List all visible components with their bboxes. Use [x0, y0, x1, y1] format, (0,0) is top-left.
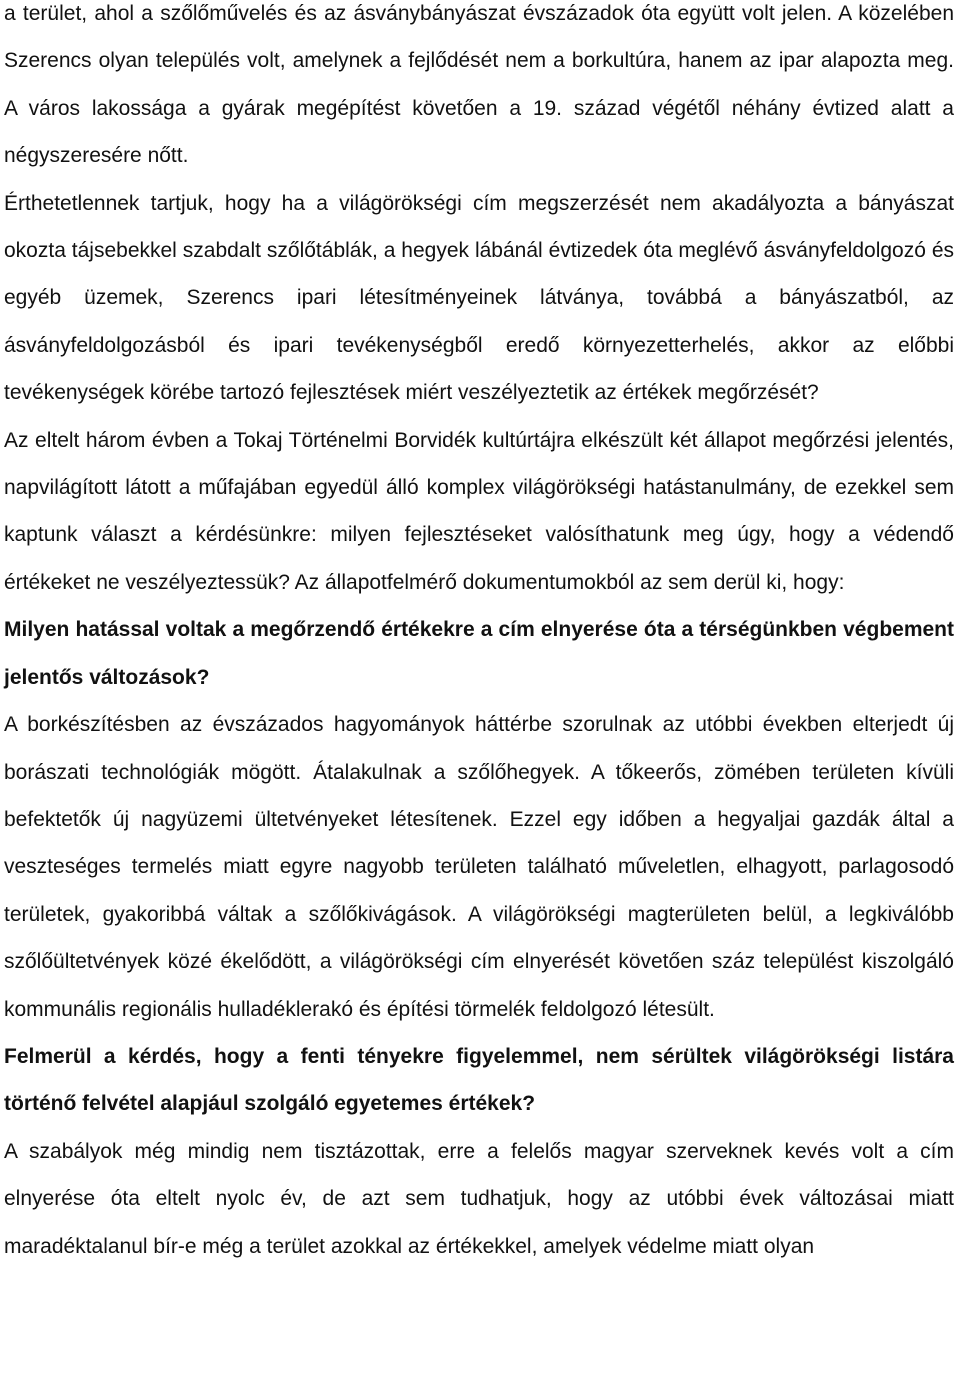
- bold-question-changes: Milyen hatással voltak a megőrzendő értékekre a cím elnyerése óta a térségünkben végbement jelentős változások?: [4, 618, 954, 689]
- bold-question-values: Felmerül a kérdés, hogy a fenti tényekre figyelemmel, nem sérültek világörökségi listára történő felvétel alapjául szolgáló egyetemes értékek?: [4, 1044, 954, 1116]
- document-page: [4, 0, 954, 1270]
- paragraph-mining-question: Érthetetlennek tartjuk, hogy ha a világörökségi cím megszerzését nem akadályozta a bányászat okozta tájsebekkel szabdalt szőlőtáblák, a hegyek lábánál évtizedek óta meglévő ásványfeldolgozó és egyéb üzemek, Szerencs ipari létesítményeinek látványa, továbbá a bányászatból, az ásványfeldolgozásból és ipari tevékenységből eredő környezetterhelés, akkor az előbbi tevékenységek körébe tartozó fejlesztések miért veszélyeztetik az értékek megőrzését?: [4, 191, 954, 405]
- paragraph-winemaking: A borkészítésben az évszázados hagyományok háttérbe szorulnak az utóbbi években elterjedt új borászati technológiák mögött. Átalakulnak a szőlőhegyek. A tőkeerős, zömében területen kívüli befektetők új nagyüzemi ültetvényeket létesítenek. Ezzel egy időben a hegyaljai gazdák által a veszteséges termelés miatt egyre nagyobb területen található műveletlen, elhagyott, parlagosodó területek, gyakoribbá váltak a szőlőkivágások. A világörökségi magterületen belül, a legkiválóbb szőlőültetvények közé ékelődött, a világörökségi cím elnyerését követően száz települést kiszolgáló kommunális regionális hulladéklerakó és építési törmelék feldolgozó létesült.: [4, 713, 954, 1021]
- paragraph-szerencs-industry: a terület, ahol a szőlőművelés és az ásványbányászat évszázadok óta együtt volt jelen. A közelében Szerencs olyan település volt, amelynek a fejlődését nem a borkultúra, hanem az ipar alapozta meg. A város lakossága a gyárak megépítést követően a 19. század végétől néhány évtized alatt a négyszeresére nőtt.: [4, 2, 954, 168]
- paragraph-reports: Az eltelt három évben a Tokaj Történelmi Borvidék kultúrtájra elkészült két állapot megőrzési jelentés, napvilágított látott a műfajában egyedül álló komplex világörökségi hatástanulmány, de ezekkel sem kaptunk választ a kérdésünkre: milyen fejlesztéseket valósíthatunk meg úgy, hogy a védendő értékeket ne veszélyeztessük? Az állapotfelmérő dokumentumokból az sem derül ki, hogy:: [4, 428, 954, 594]
- paragraph-rules: A szabályok még mindig nem tisztázottak, erre a felelős magyar szerveknek kevés volt a cím elnyerése óta eltelt nyolc év, de azt sem tudhatjuk, hogy az utóbbi évek változásai miatt maradéktalanul bír-e még a terület azokkal az értékekkel, amelyek védelme miatt olyan: [4, 1139, 954, 1258]
